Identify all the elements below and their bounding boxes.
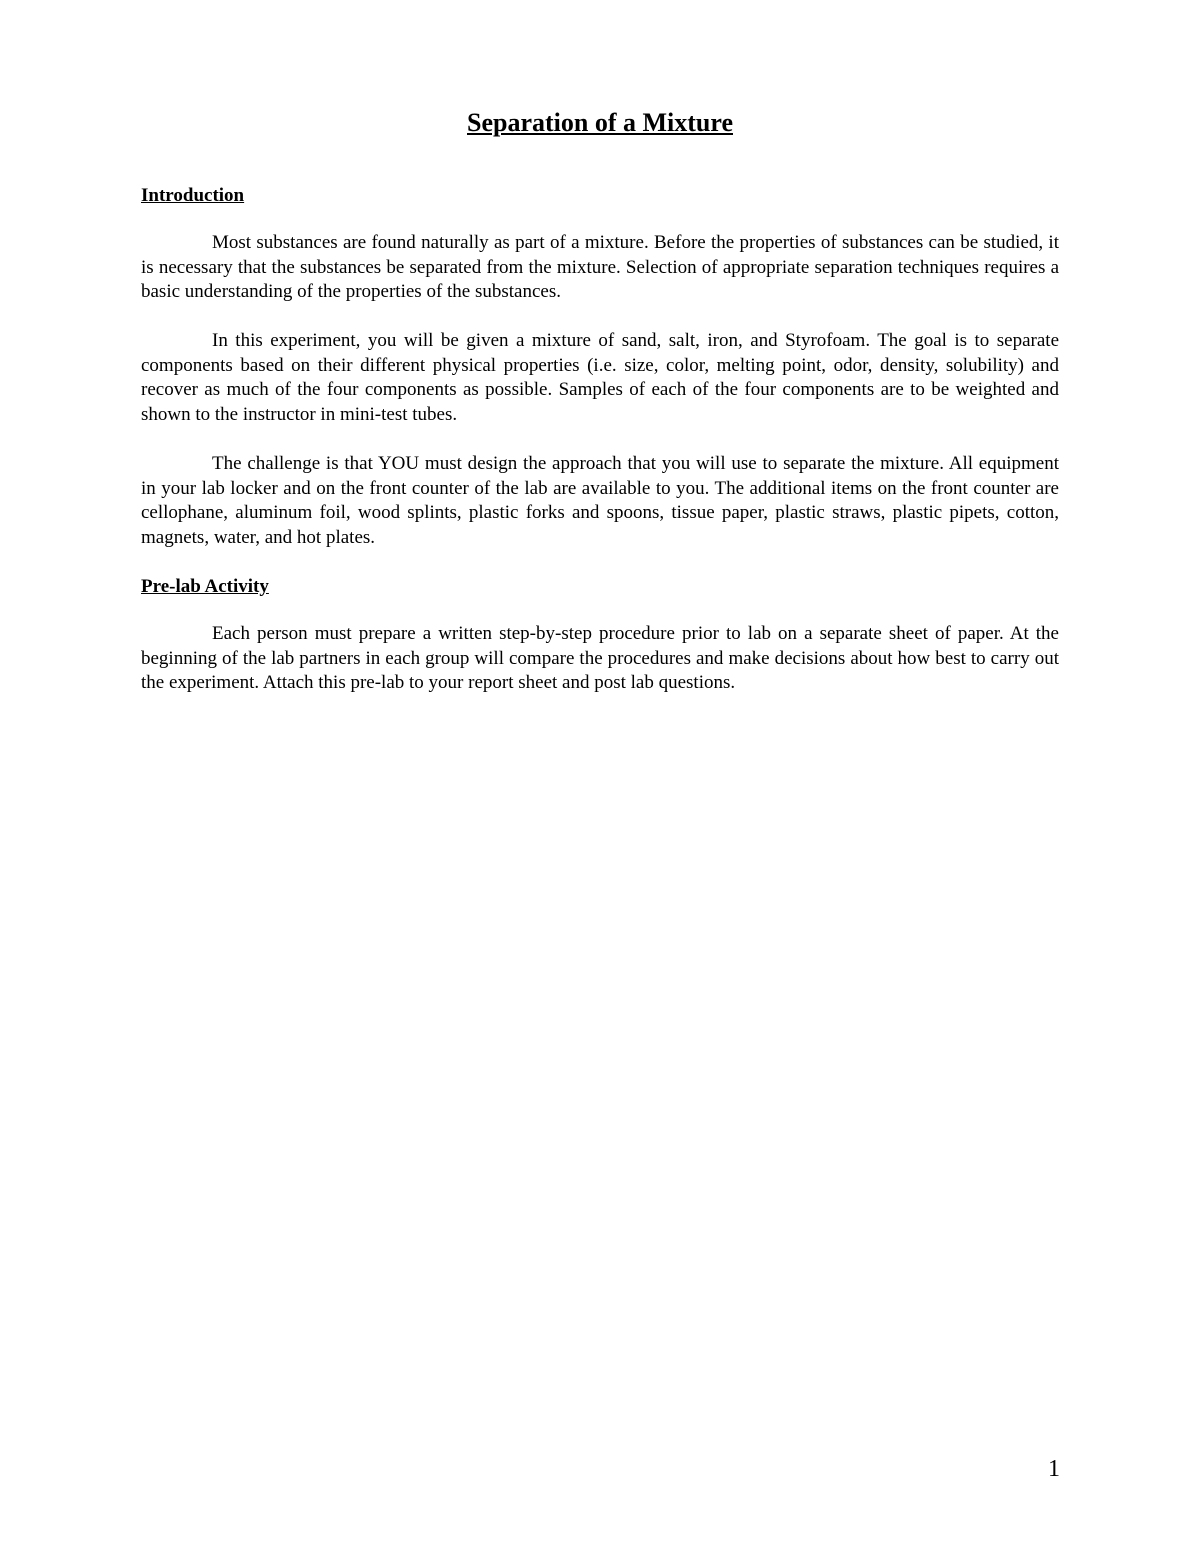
prelab-paragraph-1: Each person must prepare a written step-by-step procedure prior to lab on a separate sheet of paper. At the beginning of the lab partners in each group will compare the procedures and make decisions about how best to carry out the experiment. Attach this pre-lab to your report sheet and post lab questions. <box>141 623 1059 693</box>
section-heading-introduction: Introduction <box>141 185 245 206</box>
section-heading-prelab: Pre-lab Activity <box>141 576 269 597</box>
intro-paragraph-1: Most substances are found naturally as part of a mixture. Before the properties of substances can be studied, it is necessary that the substances be separated from the mixture. Selection of appropriate separation techniques requires a basic understanding of the properties of the substances. <box>141 232 1059 302</box>
intro-paragraph-2: In this experiment, you will be given a mixture of sand, salt, iron, and Styrofoam. The goal is to separate components based on their different physical properties (i.e. size, color, melting point, odor, density, solubility) and recover as much of the four components as possible. Samples of each of the four components are to be weighted and shown to the instructor in mini-test tubes. <box>141 330 1059 425</box>
document-title: Separation of a Mixture <box>467 108 733 137</box>
intro-paragraph-3: The challenge is that YOU must design the approach that you will use to separate the mixture. All equipment in your lab locker and on the front counter of the lab are available to you. The additional items on the front counter are cellophane, aluminum foil, wood splints, plastic forks and spoons, tissue paper, plastic straws, plastic pipets, cotton, magnets, water, and hot plates. <box>141 453 1059 548</box>
page-number: 1 <box>1048 1456 1060 1482</box>
